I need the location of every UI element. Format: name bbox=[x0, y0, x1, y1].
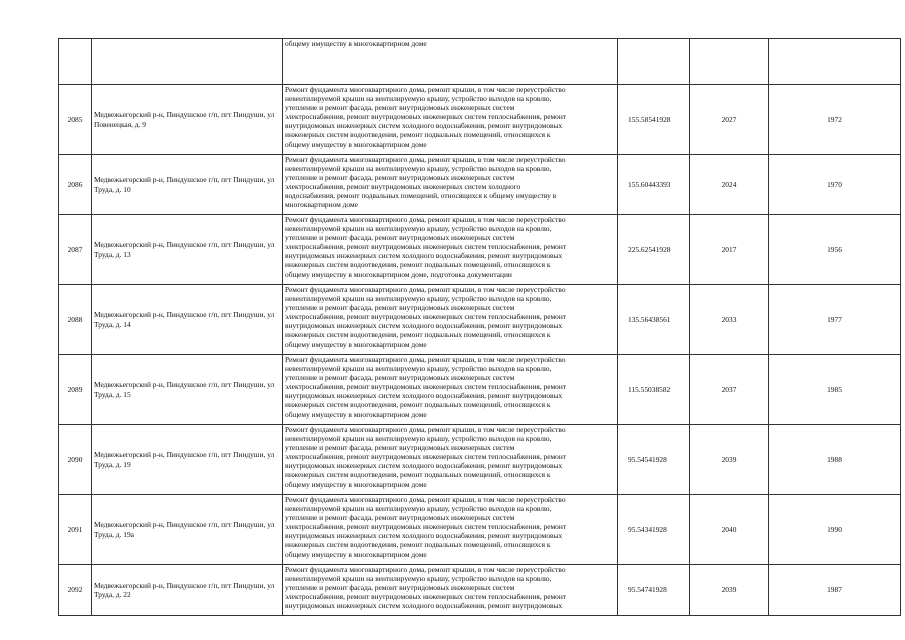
works-cell bbox=[283, 355, 618, 425]
works-line: утепление и ремонт фасада, ремонт внутридомовых инженерных систем bbox=[285, 233, 515, 243]
cost-cell: 135.56438561 bbox=[618, 285, 690, 355]
works-line: внутридомовых инженерных систем холодного водоснабжения, ремонт внутридомовых bbox=[285, 461, 563, 471]
cost-cell: 95.54341928 bbox=[618, 495, 690, 565]
works-cell bbox=[283, 215, 618, 285]
row-number-cell: 2087 bbox=[59, 215, 92, 285]
works-line: Ремонт фундамента многоквартирного дома, ремонт крыши, в том числе переустройство bbox=[285, 285, 566, 294]
works-line: многоквартирном доме bbox=[285, 200, 358, 210]
row-number-cell: 2085 bbox=[59, 85, 92, 155]
works-line: электроснабжения, ремонт внутридомовых инженерных систем теплоснабжения, ремонт bbox=[285, 242, 567, 252]
plan-year-cell: 2017 bbox=[690, 215, 769, 285]
works-line: общему имуществу в многоквартирном доме bbox=[285, 549, 427, 559]
plan-year-cell: 2024 bbox=[690, 155, 769, 215]
works-line: невентилируемой крыши на вентилируемую крышу, устройство выходов на кровлю, bbox=[285, 294, 552, 304]
works-line: Ремонт фундамента многоквартирного дома, ремонт крыши, в том числе переустройство bbox=[285, 155, 566, 164]
address-cell: Медвежьегорский р-н, Пиндушское г/п, пгт Пиндуши, ул Повенецкая, д. 9 bbox=[92, 85, 283, 155]
works-line: инженерных систем водоотведения, ремонт подвальных помещений, относящихся к bbox=[285, 260, 551, 270]
table-row bbox=[59, 215, 901, 285]
table-row bbox=[59, 425, 901, 495]
built-year-cell: 1970 bbox=[769, 155, 901, 215]
works-line: утепление и ремонт фасада, ремонт внутридомовых инженерных систем bbox=[285, 103, 515, 113]
works-line: утепление и ремонт фасада, ремонт внутридомовых инженерных систем bbox=[285, 583, 515, 593]
cost-cell: 225.62541928 bbox=[618, 215, 690, 285]
works-line: Ремонт фундамента многоквартирного дома, ремонт крыши, в том числе переустройство bbox=[285, 425, 566, 434]
works-line: электроснабжения, ремонт внутридомовых инженерных систем теплоснабжения, ремонт bbox=[285, 312, 567, 322]
table-body bbox=[59, 39, 901, 616]
works-cell bbox=[283, 155, 618, 215]
table-row bbox=[59, 495, 901, 565]
plan-year-cell: 2039 bbox=[690, 425, 769, 495]
works-line: Ремонт фундамента многоквартирного дома, ремонт крыши, в том числе переустройство bbox=[285, 85, 566, 94]
works-line: утепление и ремонт фасада, ремонт внутридомовых инженерных систем bbox=[285, 373, 515, 383]
row-number-cell: 2089 bbox=[59, 355, 92, 425]
works-line: невентилируемой крыши на вентилируемую крышу, устройство выходов на кровлю, bbox=[285, 94, 552, 104]
built-year-cell bbox=[769, 39, 901, 85]
built-year-cell: 1985 bbox=[769, 355, 901, 425]
works-line: инженерных систем водоотведения, ремонт подвальных помещений, относящихся к bbox=[285, 130, 551, 140]
built-year-cell: 1977 bbox=[769, 285, 901, 355]
built-year-cell: 1987 bbox=[769, 565, 901, 616]
works-line: общему имуществу в многоквартирном доме bbox=[285, 409, 427, 419]
row-number-cell bbox=[59, 39, 92, 85]
works-line: утепление и ремонт фасада, ремонт внутридомовых инженерных систем bbox=[285, 513, 515, 523]
plan-year-cell: 2027 bbox=[690, 85, 769, 155]
built-year-cell: 1988 bbox=[769, 425, 901, 495]
capital-repair-table bbox=[58, 38, 901, 616]
plan-year-cell: 2039 bbox=[690, 565, 769, 616]
works-cell bbox=[283, 39, 618, 85]
works-line: электроснабжения, ремонт внутридомовых инженерных систем холодного bbox=[285, 182, 521, 192]
works-cell bbox=[283, 495, 618, 565]
cost-cell: 95.54741928 bbox=[618, 565, 690, 616]
row-number-cell: 2090 bbox=[59, 425, 92, 495]
works-line: электроснабжения, ремонт внутридомовых инженерных систем теплоснабжения, ремонт bbox=[285, 112, 567, 122]
row-number-cell: 2086 bbox=[59, 155, 92, 215]
works-line: инженерных систем водоотведения, ремонт подвальных помещений, относящихся к bbox=[285, 400, 551, 410]
works-line: Ремонт фундамента многоквартирного дома, ремонт крыши, в том числе переустройство bbox=[285, 355, 566, 364]
works-line: Ремонт фундамента многоквартирного дома, ремонт крыши, в том числе переустройство bbox=[285, 565, 566, 574]
works-line: электроснабжения, ремонт внутридомовых инженерных систем теплоснабжения, ремонт bbox=[285, 592, 567, 602]
works-line: утепление и ремонт фасада, ремонт внутридомовых инженерных систем bbox=[285, 443, 515, 453]
table-row bbox=[59, 565, 901, 616]
address-cell bbox=[92, 39, 283, 85]
table-row bbox=[59, 85, 901, 155]
works-line: внутридомовых инженерных систем холодного водоснабжения, ремонт внутридомовых bbox=[285, 121, 563, 131]
built-year-cell: 1990 bbox=[769, 495, 901, 565]
row-number-cell: 2091 bbox=[59, 495, 92, 565]
works-line: невентилируемой крыши на вентилируемую крышу, устройство выходов на кровлю, bbox=[285, 364, 552, 374]
works-line: утепление и ремонт фасада, ремонт внутридомовых инженерных систем bbox=[285, 303, 515, 313]
works-line: общему имуществу в многоквартирном доме bbox=[285, 139, 427, 149]
works-cell bbox=[283, 285, 618, 355]
cost-cell: 155.60443393 bbox=[618, 155, 690, 215]
works-line: Ремонт фундамента многоквартирного дома, ремонт крыши, в том числе переустройство bbox=[285, 495, 566, 504]
plan-year-cell: 2033 bbox=[690, 285, 769, 355]
plan-year-cell bbox=[690, 39, 769, 85]
address-cell: Медвежьегорский р-н, Пиндушское г/п, пгт Пиндуши, ул Труда, д. 15 bbox=[92, 355, 283, 425]
works-line: электроснабжения, ремонт внутридомовых инженерных систем теплоснабжения, ремонт bbox=[285, 452, 567, 462]
works-line: невентилируемой крыши на вентилируемую крышу, устройство выходов на кровлю, bbox=[285, 224, 552, 234]
table-row bbox=[59, 155, 901, 215]
works-line: инженерных систем водоотведения, ремонт подвальных помещений, относящихся к bbox=[285, 330, 551, 340]
works-line: невентилируемой крыши на вентилируемую крышу, устройство выходов на кровлю, bbox=[285, 164, 552, 174]
works-line: общему имуществу в многоквартирном доме, подготовка документации bbox=[285, 269, 512, 279]
works-line: утепление и ремонт фасада, ремонт внутридомовых инженерных систем bbox=[285, 173, 515, 183]
built-year-cell: 1972 bbox=[769, 85, 901, 155]
built-year-cell: 1956 bbox=[769, 215, 901, 285]
works-line: внутридомовых инженерных систем холодного водоснабжения, ремонт внутридомовых bbox=[285, 601, 563, 611]
works-line: внутридомовых инженерных систем холодного водоснабжения, ремонт внутридомовых bbox=[285, 531, 563, 541]
address-cell: Медвежьегорский р-н, Пиндушское г/п, пгт Пиндуши, ул Труда, д. 14 bbox=[92, 285, 283, 355]
works-line: Ремонт фундамента многоквартирного дома, ремонт крыши, в том числе переустройство bbox=[285, 215, 566, 224]
works-line: водоснабжения, ремонт подвальных помещений, относящихся к общему имуществу в bbox=[285, 191, 557, 201]
works-line: внутридомовых инженерных систем холодного водоснабжения, ремонт внутридомовых bbox=[285, 251, 563, 261]
address-cell: Медвежьегорский р-н, Пиндушское г/п, пгт Пиндуши, ул Труда, д. 13 bbox=[92, 215, 283, 285]
plan-year-cell: 2040 bbox=[690, 495, 769, 565]
works-line: внутридомовых инженерных систем холодного водоснабжения, ремонт внутридомовых bbox=[285, 391, 563, 401]
row-number-cell: 2088 bbox=[59, 285, 92, 355]
address-cell: Медвежьегорский р-н, Пиндушское г/п, пгт Пиндуши, ул Труда, д. 22 bbox=[92, 565, 283, 616]
works-line: электроснабжения, ремонт внутридомовых инженерных систем теплоснабжения, ремонт bbox=[285, 522, 567, 532]
works-line: общему имуществу в многоквартирном доме bbox=[285, 39, 427, 48]
table-row bbox=[59, 355, 901, 425]
works-line: невентилируемой крыши на вентилируемую крышу, устройство выходов на кровлю, bbox=[285, 434, 552, 444]
cost-cell: 155.58541928 bbox=[618, 85, 690, 155]
cost-cell: 95.54541928 bbox=[618, 425, 690, 495]
cost-cell: 115.55038582 bbox=[618, 355, 690, 425]
works-cell bbox=[283, 425, 618, 495]
works-line: инженерных систем водоотведения, ремонт подвальных помещений, относящихся к bbox=[285, 540, 551, 550]
row-number-cell: 2092 bbox=[59, 565, 92, 616]
table-row-continuation bbox=[59, 39, 901, 85]
table-row bbox=[59, 285, 901, 355]
works-line: инженерных систем водоотведения, ремонт подвальных помещений, относящихся к bbox=[285, 470, 551, 480]
cost-cell bbox=[618, 39, 690, 85]
works-line: электроснабжения, ремонт внутридомовых инженерных систем теплоснабжения, ремонт bbox=[285, 382, 567, 392]
works-cell bbox=[283, 85, 618, 155]
works-line: невентилируемой крыши на вентилируемую крышу, устройство выходов на кровлю, bbox=[285, 574, 552, 584]
works-line: общему имуществу в многоквартирном доме bbox=[285, 339, 427, 349]
address-cell: Медвежьегорский р-н, Пиндушское г/п, пгт Пиндуши, ул Труда, д. 19 bbox=[92, 425, 283, 495]
works-line: невентилируемой крыши на вентилируемую крышу, устройство выходов на кровлю, bbox=[285, 504, 552, 514]
works-cell bbox=[283, 565, 618, 616]
plan-year-cell: 2037 bbox=[690, 355, 769, 425]
address-cell: Медвежьегорский р-н, Пиндушское г/п, пгт Пиндуши, ул Труда, д. 19а bbox=[92, 495, 283, 565]
works-line: внутридомовых инженерных систем холодного водоснабжения, ремонт внутридомовых bbox=[285, 321, 563, 331]
address-cell: Медвежьегорский р-н, Пиндушское г/п, пгт Пиндуши, ул Труда, д. 10 bbox=[92, 155, 283, 215]
works-line: общему имуществу в многоквартирном доме bbox=[285, 479, 427, 489]
